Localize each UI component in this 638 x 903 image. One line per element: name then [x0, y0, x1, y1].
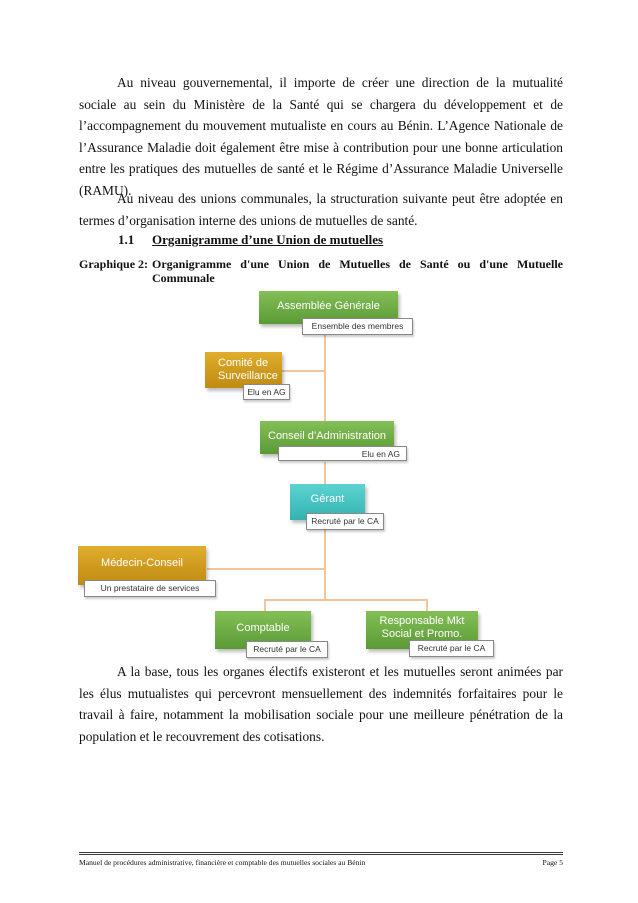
- figure-label: Graphique 2:: [79, 257, 149, 271]
- node-comite-subtitle: Elu en AG: [243, 384, 290, 400]
- node-comptable-subtitle: Recruté par le CA: [246, 641, 328, 658]
- paragraph-government: Au niveau gouvernemental, il importe de créer une direction de la mutualité sociale au sein du Ministère de la Santé qui se chargera du développement et de l’accompagnement du mouvement mutualiste en cours au Bénin. L’Agence Nationale de l’Assurance Maladie doit également être mise à contribution pour une bonne articulation entre les pratiques des mutuelles de santé et le Régime d’Assurance Maladie Universelle (RAMU).: [79, 75, 563, 198]
- footer-rule-top: [79, 852, 563, 853]
- paragraph-base: A la base, tous les organes électifs existeront et les mutuelles seront animées par les élus mutualistes qui percevront mensuellement des indemnités forfaitaires pour le travail à faire, notamment la mobilisation sociale pour une meilleure pénétration de la population et le recouvrement des cotisations.: [79, 664, 563, 744]
- node-gerant-subtitle: Recruté par le CA: [306, 513, 384, 530]
- node-comite-title-2: Surveillance: [218, 370, 278, 382]
- paragraph-unions: Au niveau des unions communales, la structuration suivante peut être adoptée en termes d’organisation interne des unions de mutuelles de santé.: [79, 191, 563, 228]
- node-conseil-title: Conseil d’Administration: [268, 430, 386, 442]
- connector-comptable: [264, 599, 266, 611]
- node-conseil-subtitle: Elu en AG: [278, 446, 407, 461]
- node-gerant-title: Gérant: [310, 493, 345, 505]
- node-medecin-title: Médecin-Conseil: [101, 557, 183, 569]
- node-responsable-title-2: Social et Promo.: [381, 628, 463, 640]
- footer-title: Manuel de procédures administrative, financière et comptable des mutuelles sociales au Bénin: [79, 858, 366, 867]
- node-assemblee-title: Assemblée Générale: [277, 300, 380, 312]
- connector-gerant-down: [324, 526, 326, 600]
- figure-title-line2: Communale: [152, 271, 215, 285]
- node-responsable-subtitle: Recruté par le CA: [409, 640, 494, 657]
- node-assemblee-subtitle: Ensemble des membres: [302, 318, 413, 335]
- node-medecin-subtitle: Un prestataire de services: [84, 580, 216, 597]
- page-number: Page 5: [542, 858, 563, 867]
- connector-horizontal-bottom: [264, 599, 428, 601]
- connector-ag-ca: [324, 332, 326, 422]
- node-responsable-title-1: Responsable Mkt: [379, 615, 465, 627]
- connector-responsable: [426, 599, 428, 611]
- connector-medecin: [207, 568, 324, 570]
- section-heading: [118, 232, 383, 248]
- node-comptable-title: Comptable: [236, 622, 290, 634]
- node-comite-title-1: Comité de: [218, 357, 269, 369]
- figure-title-line1: Organigramme d'une Union de Mutuelles de Santé ou d'une Mutuelle: [152, 257, 563, 271]
- connector-ca-gerant: [324, 462, 326, 484]
- section-number: 1.1: [118, 232, 135, 247]
- footer-rule-bottom: [79, 854, 563, 855]
- node-comite-surveillance: [205, 352, 282, 388]
- section-title: Organigramme d’une Union de mutuelles: [152, 232, 384, 247]
